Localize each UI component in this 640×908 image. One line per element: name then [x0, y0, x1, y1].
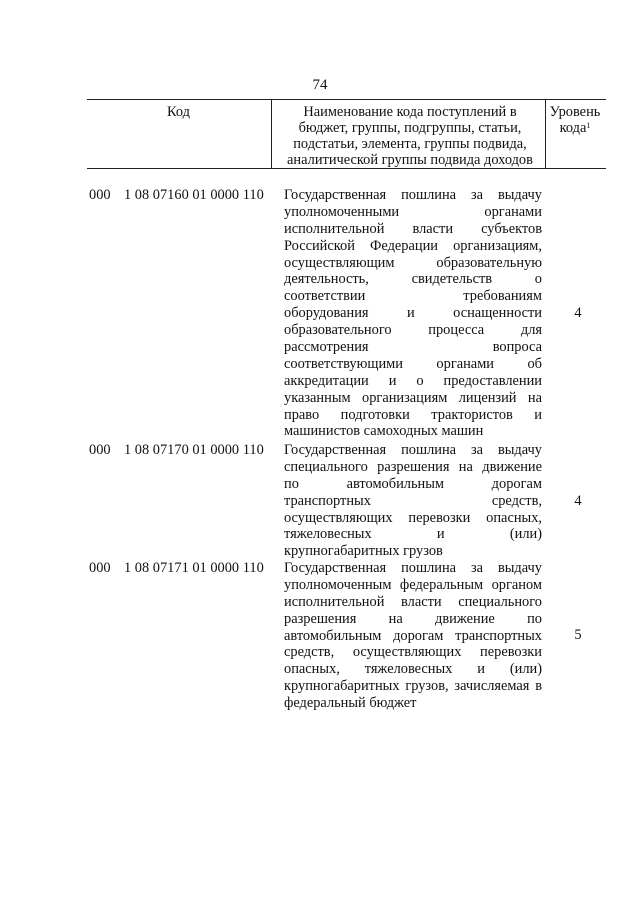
name-line: Государственная пошлина за выдачу [284, 442, 542, 458]
name-line: соответствии требованиям [284, 288, 542, 305]
header-divider-2 [545, 99, 546, 169]
name-line: деятельность, свидетельств о [284, 271, 542, 288]
name-line: исполнительной власти субъектов [284, 220, 542, 237]
header-bottom-border [87, 168, 606, 169]
header-level-line1: Уровень [549, 104, 601, 120]
header-kod: Код [167, 104, 190, 120]
name-line: машинистов самоходных машин [284, 423, 484, 440]
row-code: 1 08 07170 01 0000 110 [124, 442, 264, 458]
name-line: аккредитации и о предоставлении [284, 372, 542, 389]
row-level: 4 [574, 305, 582, 321]
page-number: 74 [312, 77, 328, 93]
name-line: Российской Федерации организациям, [284, 237, 542, 254]
name-line: указанным организациям лицензий на [284, 389, 542, 406]
name-line: право подготовки трактористов и [284, 406, 542, 423]
name-line: осуществляющим образовательную [284, 254, 542, 271]
name-line: исполнительной власти специального [284, 593, 542, 610]
row-prefix: 000 [89, 560, 111, 576]
header-divider-1 [271, 99, 272, 169]
header-name [276, 104, 544, 168]
row-prefix: 000 [89, 187, 111, 203]
header-level-kod: кода [559, 120, 587, 136]
row-prefix: 000 [89, 442, 111, 458]
name-line: по автомобильным дорогам [284, 475, 542, 492]
header-level-line2 [548, 120, 602, 136]
row-code: 1 08 07160 01 0000 110 [124, 187, 264, 203]
name-line: образовательного процесса для [284, 322, 542, 339]
name-line: транспортных средств, [284, 492, 542, 509]
row-name [284, 442, 542, 560]
name-line: Государственная пошлина за выдачу [284, 187, 542, 203]
header-top-border [87, 99, 606, 100]
header-level [548, 104, 602, 136]
row-name [284, 187, 542, 440]
header-name-line: Наименование кода поступлений в [303, 104, 517, 120]
row-level: 4 [574, 493, 582, 509]
name-line: крупногабаритных грузов [284, 543, 443, 560]
name-line: автомобильным дорогам транспортных [284, 627, 542, 644]
name-line: соответствующими органами об [284, 355, 542, 372]
name-line: рассмотрения вопроса [284, 339, 542, 356]
footnote-marker: 1 [586, 121, 591, 130]
name-line: тяжеловесных и (или) [284, 526, 542, 543]
row-name [284, 560, 542, 712]
name-line: Государственная пошлина за выдачу [284, 560, 542, 576]
name-line: крупногабаритных грузов, зачисляемая в [284, 678, 542, 695]
name-line: средств, осуществляющих перевозки [284, 644, 542, 661]
name-line: уполномоченными органами [284, 203, 542, 220]
header-name-line: бюджет, группы, подгруппы, статьи, [298, 120, 522, 136]
name-line: опасных, тяжеловесных и (или) [284, 661, 542, 678]
header-name-line: аналитической группы подвида доходов [287, 152, 533, 168]
name-line: осуществляющих перевозки опасных, [284, 509, 542, 526]
header-name-line: подстатьи, элемента, группы подвида, [293, 136, 527, 152]
row-code: 1 08 07171 01 0000 110 [124, 560, 264, 576]
name-line: федеральный бюджет [284, 695, 417, 712]
row-level: 5 [574, 627, 582, 643]
name-line: специального разрешения на движение [284, 458, 542, 475]
name-line: разрешения на движение по [284, 610, 542, 627]
name-line: уполномоченным федеральным органом [284, 576, 542, 593]
name-line: оборудования и оснащенности [284, 305, 542, 322]
